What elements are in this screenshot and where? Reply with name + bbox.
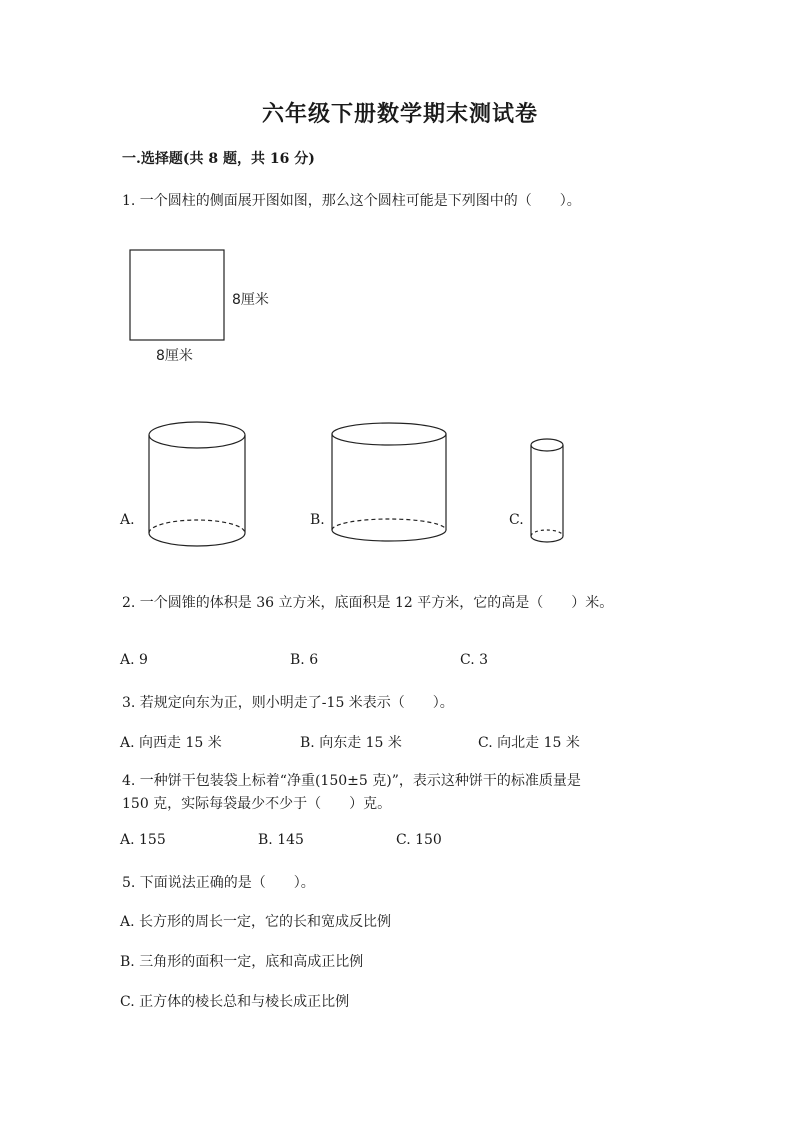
q1-option-a[interactable]: A. bbox=[120, 512, 135, 528]
q3-option-b[interactable]: B. 向东走 15 米 bbox=[300, 735, 402, 751]
question-1-text: 1. 一个圆柱的侧面展开图如图，那么这个圆柱可能是下列图中的（ ）。 bbox=[122, 193, 581, 209]
q1-option-c[interactable]: C. bbox=[509, 512, 524, 528]
page-title: 六年级下册数学期末测试卷 bbox=[261, 101, 538, 127]
net-square bbox=[130, 250, 224, 340]
q5-option-c[interactable]: C. 正方体的棱长总和与棱长成正比例 bbox=[120, 994, 350, 1010]
q3-option-c[interactable]: C. 向北走 15 米 bbox=[478, 735, 580, 751]
q4-option-c[interactable]: C. 150 bbox=[396, 832, 442, 848]
question-2-text: 2. 一个圆锥的体积是 36 立方米，底面积是 12 平方米，它的高是（ ）米。 bbox=[122, 595, 614, 611]
question-3-text: 3. 若规定向东为正，则小明走了-15 米表示（ ）。 bbox=[122, 695, 454, 711]
q4-option-b[interactable]: B. 145 bbox=[258, 832, 304, 848]
net-side-label: 8厘米 bbox=[232, 292, 269, 308]
cylinder-c bbox=[524, 432, 570, 548]
net-bottom-label: 8厘米 bbox=[156, 348, 193, 364]
q2-option-c[interactable]: C. 3 bbox=[460, 652, 489, 668]
q1-net-figure bbox=[120, 240, 290, 370]
q4-option-a[interactable]: A. 155 bbox=[120, 832, 166, 848]
question-4-text-line2: 150 克，实际每袋最少不少于（ ）克。 bbox=[122, 796, 392, 812]
q3-option-a[interactable]: A. 向西走 15 米 bbox=[120, 735, 222, 751]
cylinder-a bbox=[140, 416, 254, 556]
q2-option-a[interactable]: A. 9 bbox=[120, 652, 148, 668]
question-4-text-line1: 4. 一种饼干包装袋上标着“净重(150±5 克)”，表示这种饼干的标准质量是 bbox=[122, 773, 581, 789]
question-5-text: 5. 下面说法正确的是（ ）。 bbox=[122, 875, 315, 891]
q5-option-b[interactable]: B. 三角形的面积一定，底和高成正比例 bbox=[120, 954, 364, 970]
section-heading: 一.选择题(共 8 题，共 16 分) bbox=[122, 151, 315, 167]
q2-option-b[interactable]: B. 6 bbox=[290, 652, 319, 668]
cylinder-b bbox=[326, 418, 456, 554]
q1-option-b[interactable]: B. bbox=[310, 512, 325, 528]
q5-option-a[interactable]: A. 长方形的周长一定，它的长和宽成反比例 bbox=[120, 914, 392, 930]
